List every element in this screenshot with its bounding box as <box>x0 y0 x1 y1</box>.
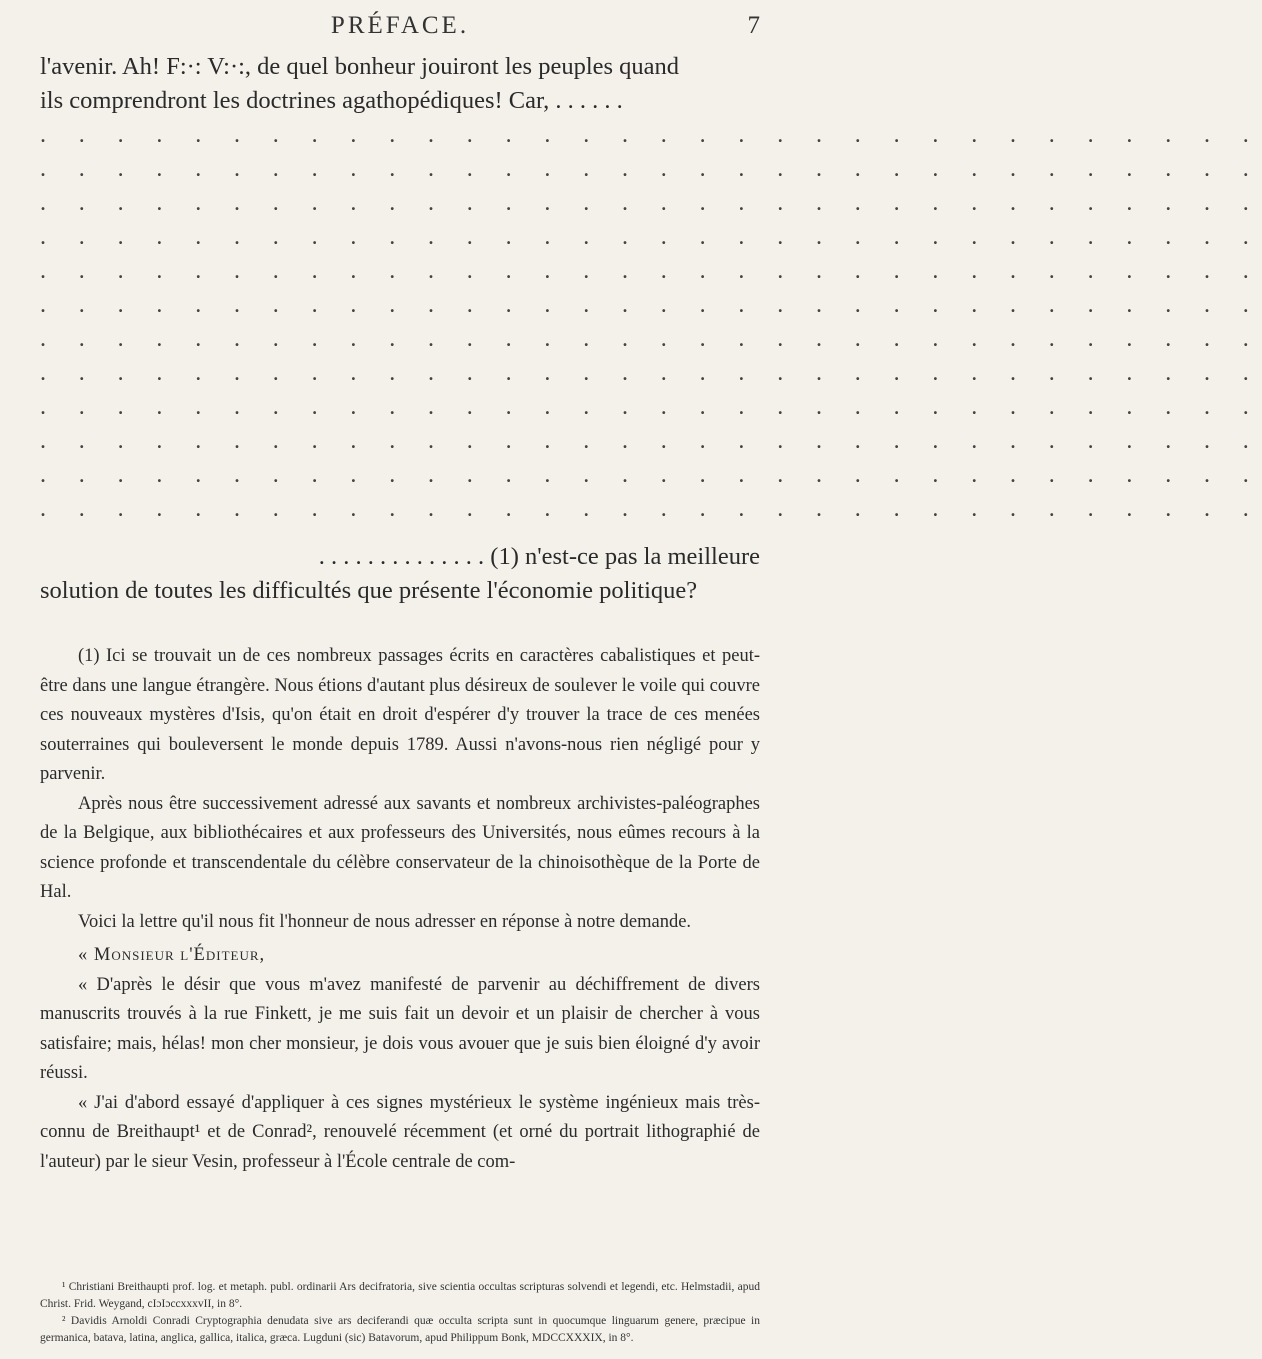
footnote: ² Davidis Arnoldi Conradi Cryptographia denudata sive ars deciferandi quæ occulta scripta sunt in quocumque linguarum genere, præcipue in germanica, batava, latina, anglica, gallica, italica, græca. Lugduni (sic) Batavorum, apud Philippum Bonk, MDCCXXXIX, in 8°. <box>40 1315 760 1344</box>
dots-line: . . . . . . . . . . . . . . . . . . . . . . . . . . . . . . . . <box>40 190 1262 216</box>
footnotes <box>40 1279 760 1347</box>
letter-paragraph: « D'après le désir que vous m'avez manifesté de parvenir au déchiffrement de divers manuscrits trouvés à la rue Finkett, je me suis fait un devoir et un plaisir de chercher à vous satisfaire; mais, hélas! mon cher monsieur, je dois vous avouer que je suis bien éloigné d'y avoir réussi. <box>40 974 760 1083</box>
dots-line: . . . . . . . . . . . . . . . . . . . . . . . . . . . . . . . . <box>40 462 1262 488</box>
note-paragraph: (1) Ici se trouvait un de ces nombreux passages écrits en caractères cabalistiques et peut-être dans une langue étrangère. Nous étions d'autant plus désireux de soulever le voile qui couvre ces nouveaux mystères d'Isis, qu'on était en droit d'espérer d'y trouver la trace de ces menées souterraines qui bouleversent le monde depuis 1789. Aussi n'avons-nous rien négligé pour y parvenir. <box>40 646 760 784</box>
dots-line: . . . . . . . . . . . . . . . . . . . . . . . . . . . . . . . . <box>40 428 1262 454</box>
dots-line: . . . . . . . . . . . . . . . . . . . . . . . . . . . . . . . . <box>40 360 1262 386</box>
letter-paragraph: « J'ai d'abord essayé d'appliquer à ces signes mystérieux le système ingénieux mais très-connu de Breithaupt¹ et de Conrad², renouvelé récemment (et orné du portrait lithographié de l'auteur) par le sieur Vesin, professeur à l'École centrale de com- <box>40 1092 760 1172</box>
footnote: ¹ Christiani Breithaupti prof. log. et metaph. publ. ordinarii Ars decifratoria, sive scientia occultas scripturas solvendi et legendi, etc. Helmstadii, apud Christ. Frid. Weygand, cIɔIɔccxxxvII, in 8°. <box>40 1281 760 1310</box>
dots-line: . . . . . . . . . . . . . . . . . . . . . . . . . . . . . . . . <box>40 496 1262 522</box>
running-head <box>40 12 760 42</box>
conclusion-line-2: solution de toutes les difficultés que présente l'économie politique? <box>40 577 698 604</box>
conclusion-text <box>40 540 760 608</box>
conclusion-line-1: . . . . . . . . . . . . . . (1) n'est-ce pas la meilleure <box>318 543 760 570</box>
intro-line-1: l'avenir. Ah! F:·: V:·:, de quel bonheur jouiront les peuples quand <box>40 53 680 80</box>
dots-line: . . . . . . . . . . . . . . . . . . . . . . . . . . . . . . . . <box>40 326 1262 352</box>
editor-note <box>40 642 760 1177</box>
cipher-dots-block <box>40 118 1262 538</box>
dots-line: . . . . . . . . . . . . . . . . . . . . . . . . . . . . . . . . <box>40 224 1262 250</box>
intro-text <box>40 50 760 118</box>
dots-line: . . . . . . . . . . . . . . . . . . . . . . . . . . . . . . . . <box>40 156 1262 182</box>
dots-line: . . . . . . . . . . . . . . . . . . . . . . . . . . . . . . . . <box>40 394 1262 420</box>
note-paragraph: Après nous être successivement adressé aux savants et nombreux archivistes-paléographes de la Belgique, aux bibliothécaires et aux professeurs des Universités, nous eûmes recours à la science profonde et transcendentale du célèbre conservateur de la chinoisothèque de la Porte de Hal. <box>40 793 760 902</box>
intro-line-2: ils comprendront les doctrines agathopédiques! Car, . . . . . . <box>40 87 623 114</box>
dots-line: . . . . . . . . . . . . . . . . . . . . . . . . . . . . . . . . <box>40 122 1262 148</box>
dots-line: . . . . . . . . . . . . . . . . . . . . . . . . . . . . . . . . <box>40 292 1262 318</box>
dots-line: . . . . . . . . . . . . . . . . . . . . . . . . . . . . . . . . <box>40 258 1262 284</box>
running-title: PRÉFACE. <box>330 12 470 39</box>
letter-salutation: « Monsieur l'Éditeur, <box>78 945 266 965</box>
note-paragraph: Voici la lettre qu'il nous fit l'honneur de nous adresser en réponse à notre demande. <box>78 911 692 932</box>
page-number: 7 <box>747 12 760 39</box>
